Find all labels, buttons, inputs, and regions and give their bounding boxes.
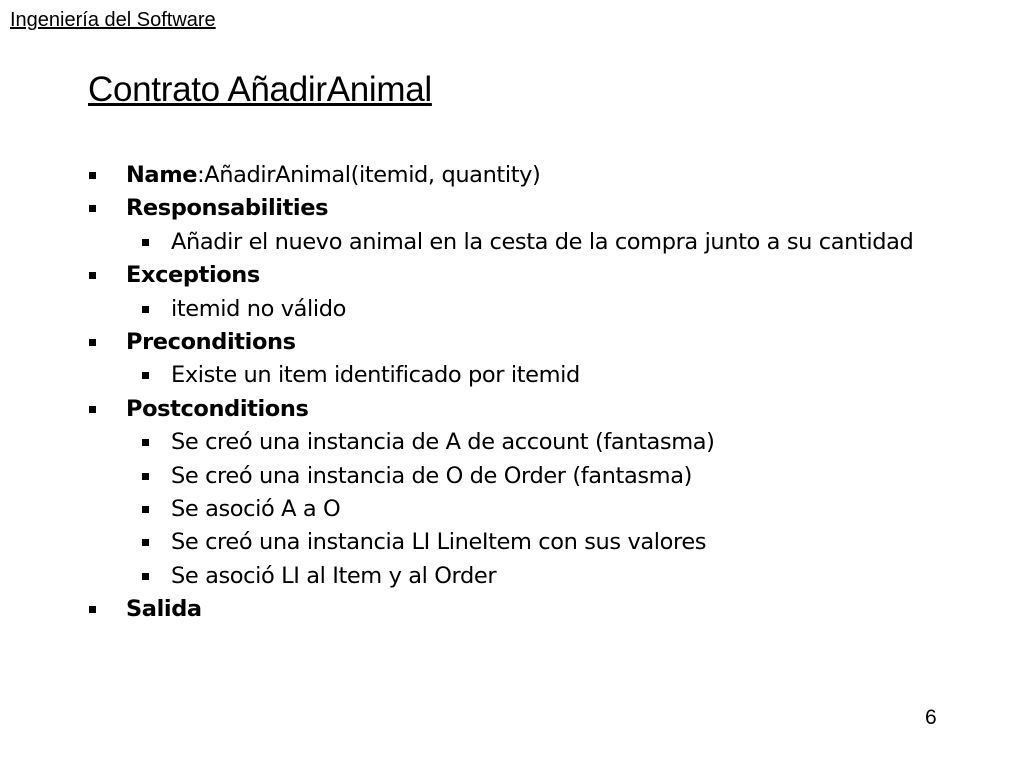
item-text: Añadir el nuevo animal en la cesta de la compra junto a su cantidad bbox=[171, 228, 914, 255]
list-item bbox=[0, 293, 1024, 326]
item-text: :AñadirAnimal(itemid, quantity) bbox=[197, 162, 541, 188]
slide-title: Contrato AñadirAnimal bbox=[88, 70, 432, 109]
item-label: Salida bbox=[126, 596, 202, 623]
square-bullet-icon bbox=[89, 172, 96, 179]
square-bullet-icon bbox=[89, 406, 96, 413]
item-text: Se creó una instancia de O de Order (fantasma) bbox=[171, 462, 692, 489]
list-item bbox=[0, 326, 1024, 359]
square-bullet-icon bbox=[142, 506, 149, 513]
list-item bbox=[0, 426, 1024, 459]
square-bullet-icon bbox=[142, 473, 149, 480]
item-text: Se creó una instancia de A de account (fantasma) bbox=[171, 429, 715, 456]
square-bullet-icon bbox=[142, 439, 149, 446]
square-bullet-icon bbox=[142, 573, 149, 580]
list-item bbox=[0, 460, 1024, 493]
square-bullet-icon bbox=[142, 372, 149, 379]
square-bullet-icon bbox=[89, 606, 96, 613]
list-item bbox=[0, 560, 1024, 593]
item-text: Se asoció LI al Item y al Order bbox=[171, 562, 497, 589]
list-item bbox=[0, 359, 1024, 392]
square-bullet-icon bbox=[142, 539, 149, 546]
list-item bbox=[0, 259, 1024, 292]
square-bullet-icon bbox=[142, 306, 149, 313]
page-number: 6 bbox=[925, 706, 937, 729]
item-text: itemid no válido bbox=[171, 295, 346, 322]
item-text: Se creó una instancia LI LineItem con sus valores bbox=[171, 529, 707, 556]
list-item bbox=[0, 593, 1024, 626]
item-text: Existe un item identificado por itemid bbox=[171, 362, 580, 389]
square-bullet-icon bbox=[89, 339, 96, 346]
item-label: Postconditions bbox=[126, 395, 309, 422]
list-item bbox=[0, 192, 1024, 225]
item-text: Se asoció A a O bbox=[171, 495, 341, 522]
square-bullet-icon bbox=[142, 239, 149, 246]
item-label: Name bbox=[126, 162, 198, 188]
list-item bbox=[0, 526, 1024, 559]
square-bullet-icon bbox=[89, 205, 96, 212]
list-item bbox=[0, 393, 1024, 426]
item-label: Exceptions bbox=[126, 262, 260, 289]
course-header: Ingeniería del Software bbox=[10, 9, 216, 31]
list-item bbox=[0, 159, 1024, 192]
list-item bbox=[0, 493, 1024, 526]
item-label: Preconditions bbox=[126, 328, 296, 355]
square-bullet-icon bbox=[89, 272, 96, 279]
list-item bbox=[0, 226, 1024, 259]
item-label: Responsabilities bbox=[126, 195, 329, 222]
contract-bullet-list bbox=[0, 159, 1024, 626]
